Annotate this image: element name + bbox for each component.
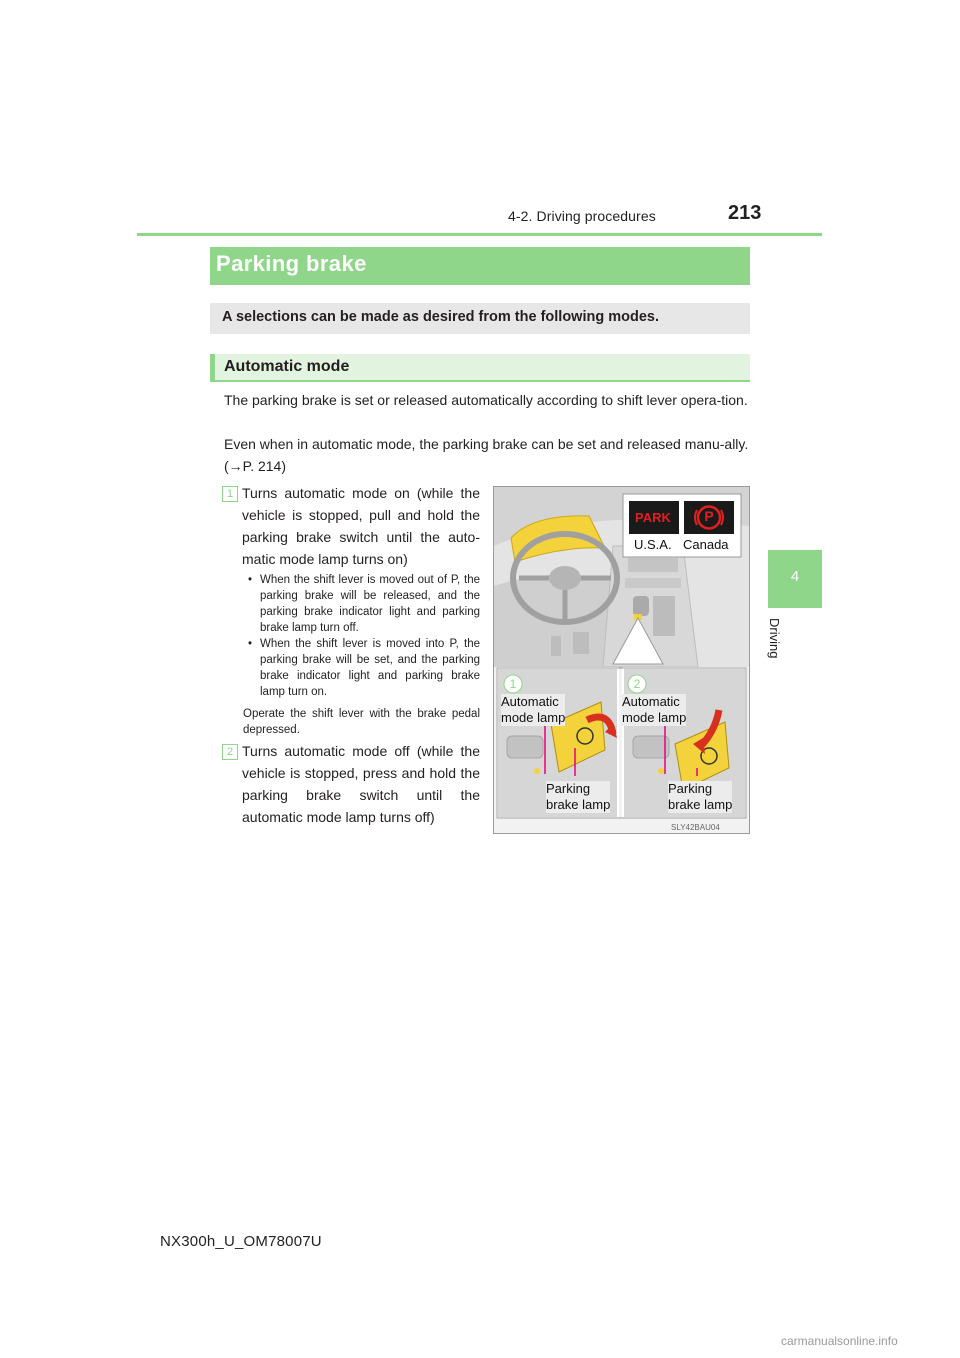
step-2-number: 2 xyxy=(222,744,238,760)
watermark: carmanualsonline.info xyxy=(781,1334,898,1348)
section-title: Parking brake xyxy=(216,251,367,276)
bullet-item: • When the shift lever is moved into P, the parking brake will be set, and the parking brake indicator light and parking brake lamp turn on. xyxy=(248,638,480,698)
subheading-band xyxy=(210,354,750,382)
bullet-item: • When the shift lever is moved out of P, the parking brake will be released, and the parking brake indicator light and parking brake lamp turn off. xyxy=(248,574,480,634)
label-canada: Canada xyxy=(683,537,729,552)
chapter-number: 4 xyxy=(790,568,800,585)
parking-brake-lamp-label-1: Parking brake lamp xyxy=(546,781,611,812)
step-1-text: Turns automatic mode on (while the vehicle is stopped, pull and hold the parking brake switch until the auto-matic mode lamp turns on) xyxy=(242,485,480,567)
bullet-list xyxy=(248,572,480,700)
note-text: Operate the shift lever with the brake pedal depressed. xyxy=(243,708,480,736)
subheading: Automatic mode xyxy=(224,358,350,375)
header-rule xyxy=(137,233,822,236)
panel-2-number: 2 xyxy=(633,677,641,691)
paragraph-1: The parking brake is set or released automatically according to shift lever opera-tion. xyxy=(224,392,748,408)
header-section-title: 4-2. Driving procedures xyxy=(508,208,656,224)
parking-brake-lamp-label-2: Parking brake lamp xyxy=(668,781,733,812)
label-usa: U.S.A. xyxy=(634,537,672,552)
automatic-mode-lamp-label-2: Automatic mode lamp xyxy=(622,694,687,725)
intro-text: A selections can be made as desired from the following modes. xyxy=(222,309,659,325)
automatic-mode-lamp-label-1: Automatic mode lamp xyxy=(501,694,566,725)
figure-code: SLY42BAU04 xyxy=(671,823,720,832)
panel-1-number: 1 xyxy=(509,677,517,691)
park-indicator-text: PARK xyxy=(635,510,671,525)
chapter-label: Driving xyxy=(767,618,782,659)
section-title-band xyxy=(210,247,750,285)
p-indicator-text: P xyxy=(704,508,714,524)
page-number: 213 xyxy=(728,202,762,224)
footer-manual-code: NX300h_U_OM78007U xyxy=(160,1233,322,1250)
step-1-number: 1 xyxy=(222,486,238,502)
step-2-text: Turns automatic mode off (while the vehicle is stopped, press and hold the parking brake switch until the automatic mode lamp turns off) xyxy=(242,743,480,825)
intro-band xyxy=(210,303,750,334)
chapter-tab xyxy=(768,550,822,608)
figure-parking-brake xyxy=(493,486,750,834)
paragraph-2: Even when in automatic mode, the parking brake can be set and released manu-ally. (→P. 214) xyxy=(224,436,749,474)
